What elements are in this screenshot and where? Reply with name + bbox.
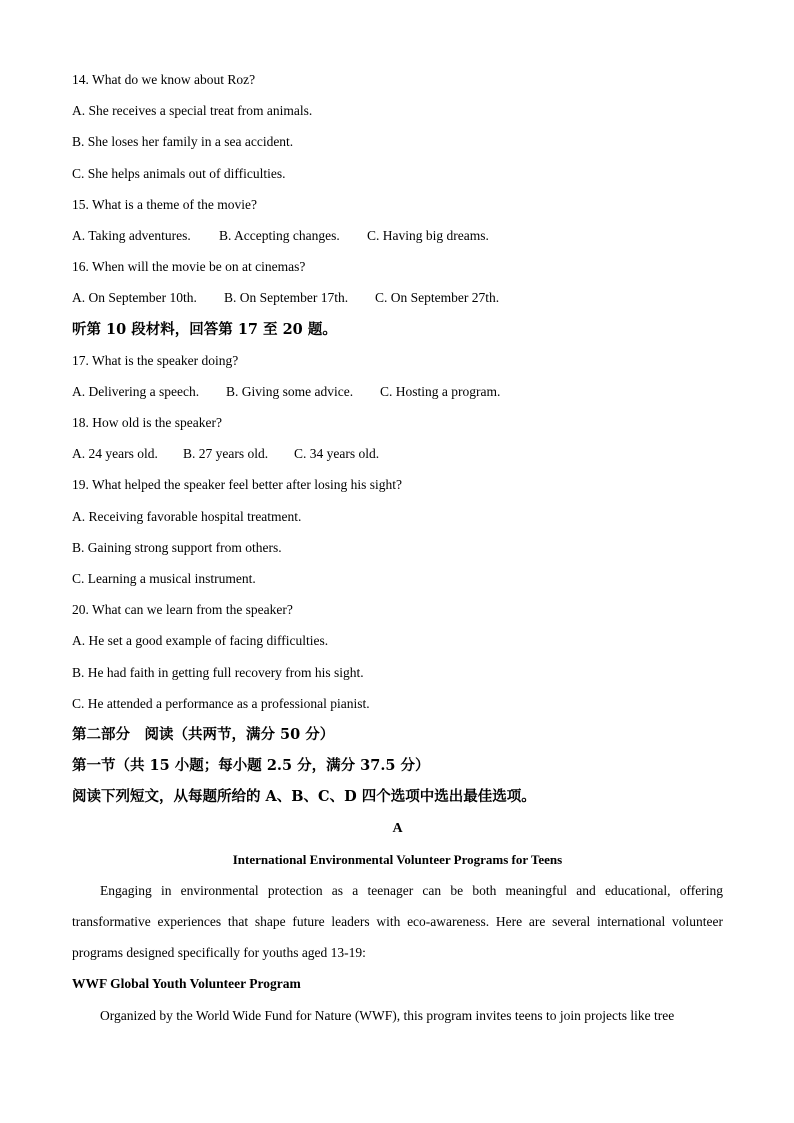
question-19-stem: 19. What helped the speaker feel better after losing his sight?: [72, 477, 403, 493]
section-header-part10: 听第 10 段材料，回答第 17 至 20 题。: [72, 320, 337, 338]
question-18-option-a: A. 24 years old.: [72, 446, 158, 462]
question-20-option-c: C. He attended a performance as a professional pianist.: [72, 695, 370, 711]
passage-label: A: [392, 820, 403, 836]
question-16-option-b: B. On September 17th.: [224, 290, 349, 306]
question-15-stem: 15. What is a theme of the movie?: [72, 196, 257, 212]
question-20-option-b: B. He had faith in getting full recovery from his sight.: [72, 664, 364, 680]
question-15-option-b: B. Accepting changes.: [219, 227, 340, 243]
question-20-option-a: A. He set a good example of facing difficulties.: [72, 633, 329, 649]
question-14-option-b: B. She loses her family in a sea accident.: [72, 134, 294, 150]
question-14-option-a: A. She receives a special treat from animals.: [72, 103, 313, 119]
question-18-stem: 18. How old is the speaker?: [72, 415, 222, 431]
question-17-option-c: C. Hosting a program.: [380, 383, 501, 399]
passage-intro: Engaging in environmental protection as a teenager can be both meaningful and educational, offering transformative experiences that shape future leaders with eco-awareness. Here are several international volunteer programs designed specifically for youths aged 13-19:: [72, 882, 723, 961]
question-14-stem: 14. What do we know about Roz?: [72, 72, 256, 87]
question-17-option-b: B. Giving some advice.: [226, 383, 354, 399]
section-header-section1: 第一节（共 15 小题；每小题 2.5 分，满分 37.5 分）: [72, 757, 430, 775]
question-18-option-c: C. 34 years old.: [294, 446, 380, 462]
question-20-stem: 20. What can we learn from the speaker?: [72, 602, 293, 618]
section-header-part2: 第二部分 阅读（共两节，满分 50 分）: [72, 725, 335, 743]
question-19-option-a: A. Receiving favorable hospital treatment.: [72, 508, 302, 524]
question-15-options: [72, 220, 723, 251]
program-1-title: WWF Global Youth Volunteer Program: [72, 976, 301, 992]
question-15-option-c: C. Having big dreams.: [367, 227, 489, 243]
question-15-option-a: A. Taking adventures.: [72, 227, 191, 243]
question-18-option-b: B. 27 years old.: [183, 446, 269, 462]
question-17-option-a: A. Delivering a speech.: [72, 383, 200, 399]
question-17-options: [72, 376, 723, 407]
question-16-option-a: A. On September 10th.: [72, 290, 197, 306]
question-16-options: [72, 282, 723, 313]
program-1-text: Organized by the World Wide Fund for Nature (WWF), this program invites teens to join projects like tree: [100, 1007, 675, 1023]
question-19-option-c: C. Learning a musical instrument.: [72, 571, 256, 586]
question-16-stem: 16. When will the movie be on at cinemas?: [72, 259, 306, 275]
reading-instruction: 阅读下列短文，从每题所给的 A、B、C、D 四个选项中选出最佳选项。: [72, 788, 536, 806]
question-16-option-c: C. On September 27th.: [375, 290, 500, 306]
question-17-stem: 17. What is the speaker doing?: [72, 352, 239, 368]
question-19-option-b: B. Gaining strong support from others.: [72, 539, 282, 555]
question-14-option-c: C. She helps animals out of difficulties.: [72, 165, 286, 181]
exam-page: [72, 64, 723, 1031]
passage-title: International Environmental Volunteer Programs for Teens: [232, 851, 563, 867]
question-18-options: [72, 438, 723, 469]
